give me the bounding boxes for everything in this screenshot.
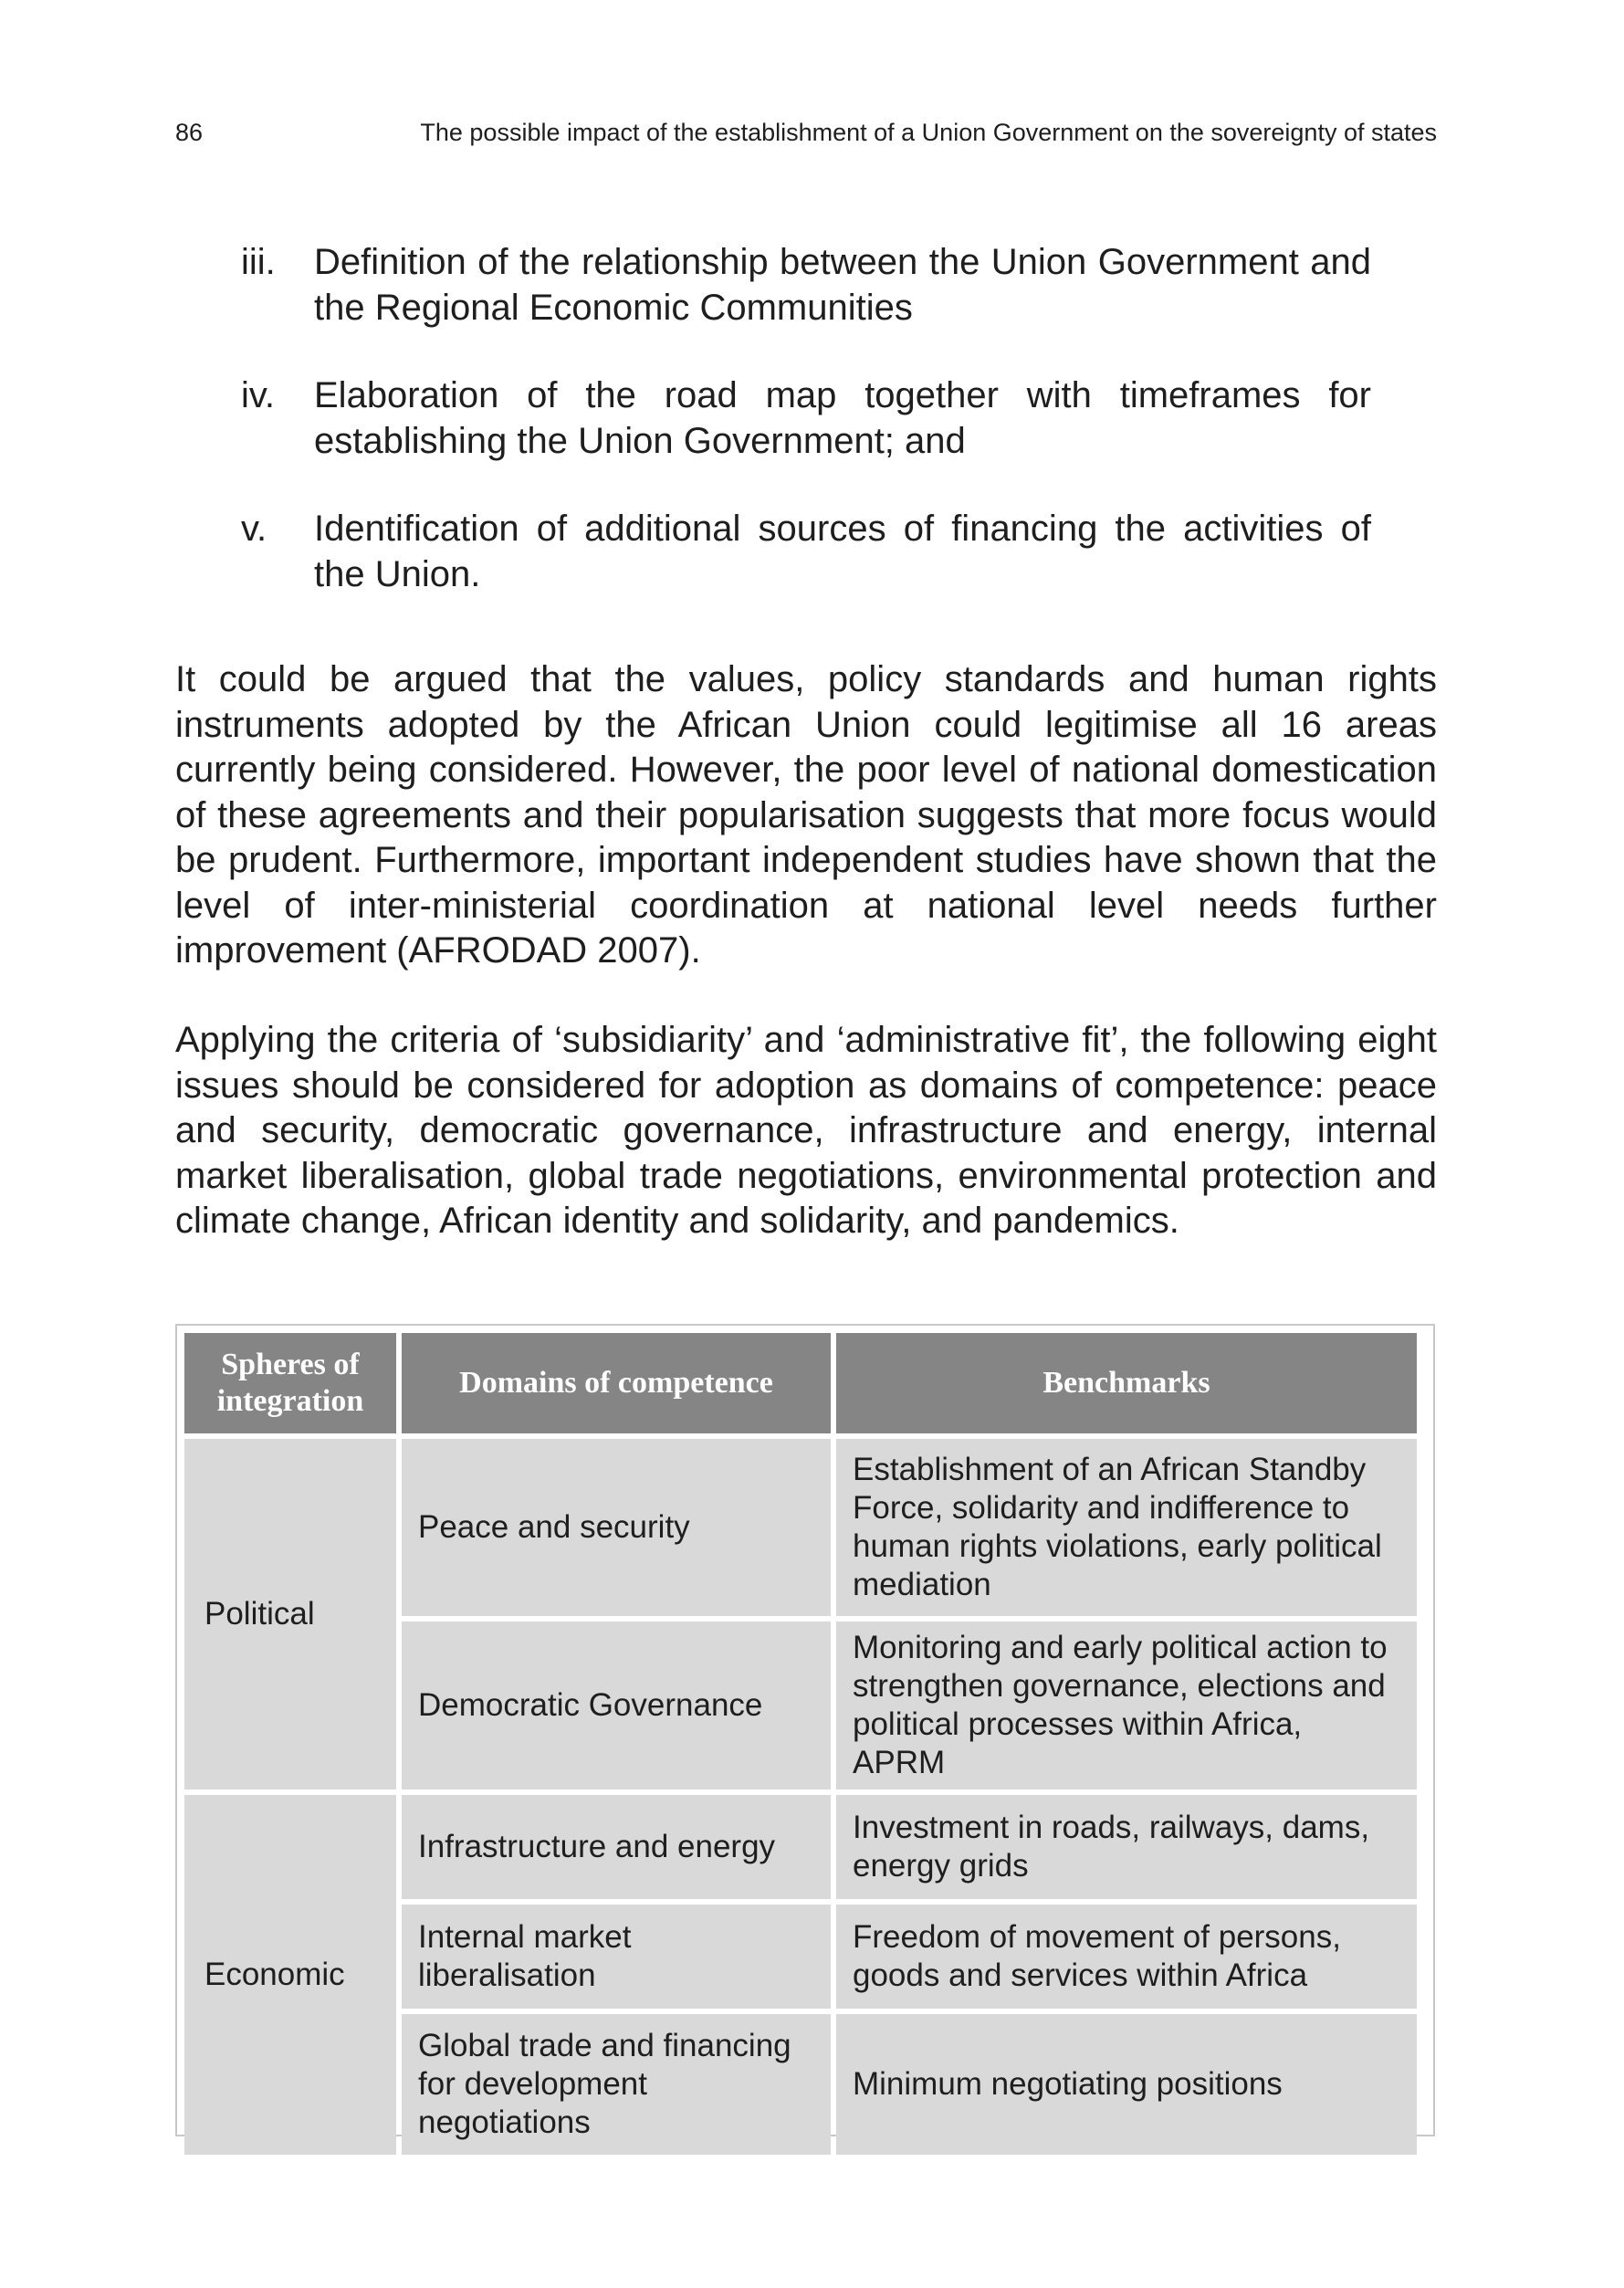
list-item-text: Identification of additional sources of financing the activities of the Union. xyxy=(314,509,1371,594)
competence-table-frame xyxy=(175,1324,1435,2140)
body-paragraph: Applying the criteria of ‘subsidiarity’ and ‘administrative fit’, the following eight issues should be considered for adoption as domains of competence: peace and security, democratic governance, infrastructure and energy, internal market liberalisation, global trade negotiations, environmental protection and climate change, African identity and solidarity, and pandemics. xyxy=(175,1020,1437,1241)
list-item-text: Elaboration of the road map together with timeframes for establishing the Union Government; and xyxy=(314,375,1371,461)
list-item xyxy=(175,239,1371,331)
list-item-number: v. xyxy=(241,509,267,549)
header-cell-spheres: Spheres of integration xyxy=(184,1333,396,1433)
benchmark-cell: Minimum negotiating positions xyxy=(836,2014,1417,2155)
list-item-number: iv. xyxy=(241,375,276,415)
header-cell-domains: Domains of competence xyxy=(402,1333,831,1433)
header-cell-benchmarks: Benchmarks xyxy=(836,1333,1417,1433)
competence-table xyxy=(179,1328,1422,2160)
body-paragraph: It could be argued that the values, policy standards and human rights instruments adopted by the African Union could legitimise all 16 areas currently being considered. However, the poor level of national domestication of these agreements and their popularisation suggests that more focus would be prudent. Furthermore, important independent studies have shown that the level of inter-ministerial coordination at national level needs further improvement (AFRODAD 2007). xyxy=(175,659,1437,971)
benchmark-cell: Freedom of movement of persons, goods and services within Africa xyxy=(836,1905,1417,2009)
benchmark-cell: Investment in roads, railways, dams, energy grids xyxy=(836,1795,1417,1899)
sphere-cell: Economic xyxy=(184,1795,396,2155)
benchmark-cell: Monitoring and early political action to strengthen governance, elections and political processes within Africa, APRM xyxy=(836,1622,1417,1789)
table-row xyxy=(184,1439,1417,1616)
running-title: The possible impact of the establishment of a Union Government on the sovereignty of states xyxy=(420,119,1437,146)
domain-cell: Peace and security xyxy=(402,1439,831,1616)
list-item xyxy=(175,506,1371,597)
table-header-row xyxy=(184,1333,1417,1433)
sphere-cell: Political xyxy=(184,1439,396,1789)
domain-cell: Infrastructure and energy xyxy=(402,1795,831,1899)
page-header xyxy=(175,119,1437,159)
page-number: 86 xyxy=(175,119,204,146)
list-item-number: iii. xyxy=(241,242,276,282)
benchmark-cell: Establishment of an African Standby Force, solidarity and indifference to human rights violations, early political mediation xyxy=(836,1439,1417,1616)
domain-cell: Democratic Governance xyxy=(402,1622,831,1789)
list-item-text: Definition of the relationship between the Union Government and the Regional Economic Communities xyxy=(314,242,1371,328)
domain-cell: Internal market liberalisation xyxy=(402,1905,831,2009)
domain-cell: Global trade and financing for development negotiations xyxy=(402,2014,831,2155)
table-row xyxy=(184,1795,1417,1899)
list-item xyxy=(175,373,1371,464)
numbered-list xyxy=(175,239,1371,639)
